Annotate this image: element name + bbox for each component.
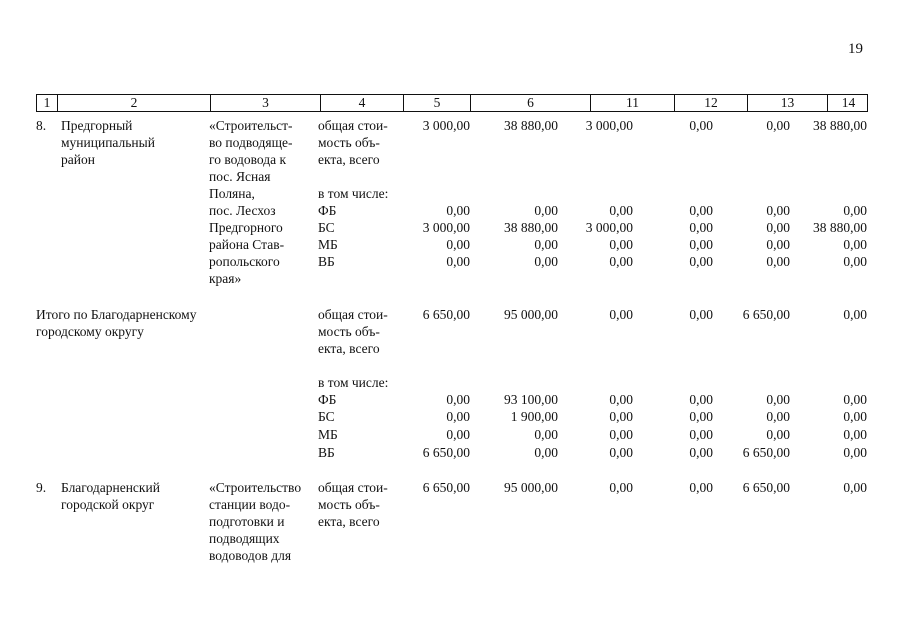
itogo-total-col11: 0,00 xyxy=(609,307,633,322)
row8-total-col14: 38 880,00 xyxy=(813,118,867,133)
itogo-mb-col14: 0,00 xyxy=(843,427,867,442)
itogo-mb-col5: 0,00 xyxy=(446,427,470,442)
page-number: 19 xyxy=(848,41,863,57)
itogo-bs-col11: 0,00 xyxy=(609,409,633,424)
row9-total-col6: 95 000,00 xyxy=(504,480,558,495)
row8-mb-col13: 0,00 xyxy=(766,237,790,252)
row9-total-label-1: общая стои- xyxy=(318,480,388,495)
row8-object-line3: го водовода к xyxy=(209,152,287,167)
row8-mb-col11: 0,00 xyxy=(609,237,633,252)
row8-total-col12: 0,00 xyxy=(689,118,713,133)
itogo-bs-col5: 0,00 xyxy=(446,409,470,424)
itogo-mb-col12: 0,00 xyxy=(689,427,713,442)
row9-total-col12: 0,00 xyxy=(689,480,713,495)
row9-total-col14: 0,00 xyxy=(843,480,867,495)
row8-object-line1: «Строительст- xyxy=(209,118,293,133)
itogo-bs-col13: 0,00 xyxy=(766,409,790,424)
itogo-fb-col11: 0,00 xyxy=(609,392,633,407)
row8-mb-col14: 0,00 xyxy=(843,237,867,252)
itogo-total-col14: 0,00 xyxy=(843,307,867,322)
itogo-bs-col14: 0,00 xyxy=(843,409,867,424)
row8-object-line4: пос. Ясная xyxy=(209,169,271,184)
header-col-4: 4 xyxy=(320,95,403,111)
header-col-2: 2 xyxy=(57,95,210,111)
itogo-src-fb: ФБ xyxy=(318,392,337,407)
header-col-13: 13 xyxy=(747,95,827,111)
row8-bs-col6: 38 880,00 xyxy=(504,220,558,235)
itogo-vb-col12: 0,00 xyxy=(689,445,713,460)
row8-district-line2: муниципальный xyxy=(61,135,155,150)
row8-object-line9: ропольского xyxy=(209,254,280,269)
itogo-fb-col14: 0,00 xyxy=(843,392,867,407)
row8-mb-col5: 0,00 xyxy=(446,237,470,252)
row9-number: 9. xyxy=(36,480,47,495)
row9-total-label-2: мость объ- xyxy=(318,497,380,512)
itogo-mb-col11: 0,00 xyxy=(609,427,633,442)
row8-total-label-3: екта, всего xyxy=(318,152,380,167)
row8-total-label-2: мость объ- xyxy=(318,135,380,150)
row8-src-bs: БС xyxy=(318,220,335,235)
itogo-label-line2: городскому округу xyxy=(36,324,144,339)
header-col-1: 1 xyxy=(43,95,51,110)
row8-src-vb: ВБ xyxy=(318,254,335,269)
row8-vb-col14: 0,00 xyxy=(843,254,867,269)
row8-bs-col11: 3 000,00 xyxy=(585,220,633,235)
row8-object-line5: Поляна, xyxy=(209,186,255,201)
row9-object-line4: подводящих xyxy=(209,531,280,546)
itogo-src-mb: МБ xyxy=(318,427,338,442)
header-col-14: 14 xyxy=(827,95,869,111)
itogo-src-vb: ВБ xyxy=(318,445,335,460)
row8-number: 8. xyxy=(36,118,47,133)
row8-total-col13: 0,00 xyxy=(766,118,790,133)
itogo-fb-col13: 0,00 xyxy=(766,392,790,407)
row8-object-line10: края» xyxy=(209,271,242,286)
header-col-11: 11 xyxy=(590,95,674,111)
row8-vb-col13: 0,00 xyxy=(766,254,790,269)
row8-bs-col13: 0,00 xyxy=(766,220,790,235)
row8-including-label: в том числе: xyxy=(318,186,389,201)
row8-src-fb: ФБ xyxy=(318,203,337,218)
row9-total-col13: 6 650,00 xyxy=(742,480,790,495)
row9-district-line1: Благодарненский xyxy=(61,480,160,495)
row9-total-label-3: екта, всего xyxy=(318,514,380,529)
row9-object-line1: «Строительство xyxy=(209,480,302,495)
itogo-fb-col5: 0,00 xyxy=(446,392,470,407)
row8-fb-col13: 0,00 xyxy=(766,203,790,218)
itogo-fb-col6: 93 100,00 xyxy=(504,392,558,407)
row9-total-col11: 0,00 xyxy=(609,480,633,495)
header-col-12: 12 xyxy=(674,95,747,111)
header-col-5: 5 xyxy=(403,95,470,111)
row8-fb-col6: 0,00 xyxy=(534,203,558,218)
itogo-total-label-3: екта, всего xyxy=(318,341,380,356)
row8-vb-col5: 0,00 xyxy=(446,254,470,269)
column-header-row xyxy=(36,94,868,112)
itogo-mb-col6: 0,00 xyxy=(534,427,558,442)
row8-fb-col11: 0,00 xyxy=(609,203,633,218)
itogo-total-label-2: мость объ- xyxy=(318,324,380,339)
row8-vb-col12: 0,00 xyxy=(689,254,713,269)
row9-object-line3: подготовки и xyxy=(209,514,285,529)
itogo-total-label-1: общая стои- xyxy=(318,307,388,322)
row8-district-line3: район xyxy=(61,152,95,167)
itogo-mb-col13: 0,00 xyxy=(766,427,790,442)
header-col-6: 6 xyxy=(470,95,590,111)
itogo-vb-col6: 0,00 xyxy=(534,445,558,460)
row8-fb-col12: 0,00 xyxy=(689,203,713,218)
itogo-bs-col6: 1 900,00 xyxy=(510,409,558,424)
itogo-fb-col12: 0,00 xyxy=(689,392,713,407)
row8-total-col5: 3 000,00 xyxy=(422,118,470,133)
itogo-total-col5: 6 650,00 xyxy=(422,307,470,322)
itogo-vb-col14: 0,00 xyxy=(843,445,867,460)
itogo-src-bs: БС xyxy=(318,409,335,424)
itogo-total-col12: 0,00 xyxy=(689,307,713,322)
row8-object-line6: пос. Лесхоз xyxy=(209,203,276,218)
itogo-vb-col5: 6 650,00 xyxy=(422,445,470,460)
row8-vb-col11: 0,00 xyxy=(609,254,633,269)
row8-fb-col14: 0,00 xyxy=(843,203,867,218)
row9-object-line2: станции водо- xyxy=(209,497,291,512)
row8-object-line8: района Став- xyxy=(209,237,285,252)
row8-district-line1: Предгорный xyxy=(61,118,133,133)
row9-object-line5: водоводов для xyxy=(209,548,292,563)
row9-district-line2: городской округ xyxy=(61,497,155,512)
itogo-vb-col13: 6 650,00 xyxy=(742,445,790,460)
row8-src-mb: МБ xyxy=(318,237,338,252)
itogo-vb-col11: 0,00 xyxy=(609,445,633,460)
row8-vb-col6: 0,00 xyxy=(534,254,558,269)
header-col-3: 3 xyxy=(210,95,320,111)
row8-object-line2: во подводяще- xyxy=(209,135,293,150)
itogo-bs-col12: 0,00 xyxy=(689,409,713,424)
row8-fb-col5: 0,00 xyxy=(446,203,470,218)
row8-object-line7: Предгорного xyxy=(209,220,283,235)
row8-total-col11: 3 000,00 xyxy=(585,118,633,133)
row8-bs-col12: 0,00 xyxy=(689,220,713,235)
row8-total-label-1: общая стои- xyxy=(318,118,388,133)
row8-bs-col14: 38 880,00 xyxy=(813,220,867,235)
row8-mb-col6: 0,00 xyxy=(534,237,558,252)
row8-total-col6: 38 880,00 xyxy=(504,118,558,133)
itogo-label-line1: Итого по Благодарненскому xyxy=(36,307,197,322)
row9-total-col5: 6 650,00 xyxy=(422,480,470,495)
itogo-total-col13: 6 650,00 xyxy=(742,307,790,322)
itogo-including-label: в том числе: xyxy=(318,375,389,390)
row8-mb-col12: 0,00 xyxy=(689,237,713,252)
itogo-total-col6: 95 000,00 xyxy=(504,307,558,322)
row8-bs-col5: 3 000,00 xyxy=(422,220,470,235)
